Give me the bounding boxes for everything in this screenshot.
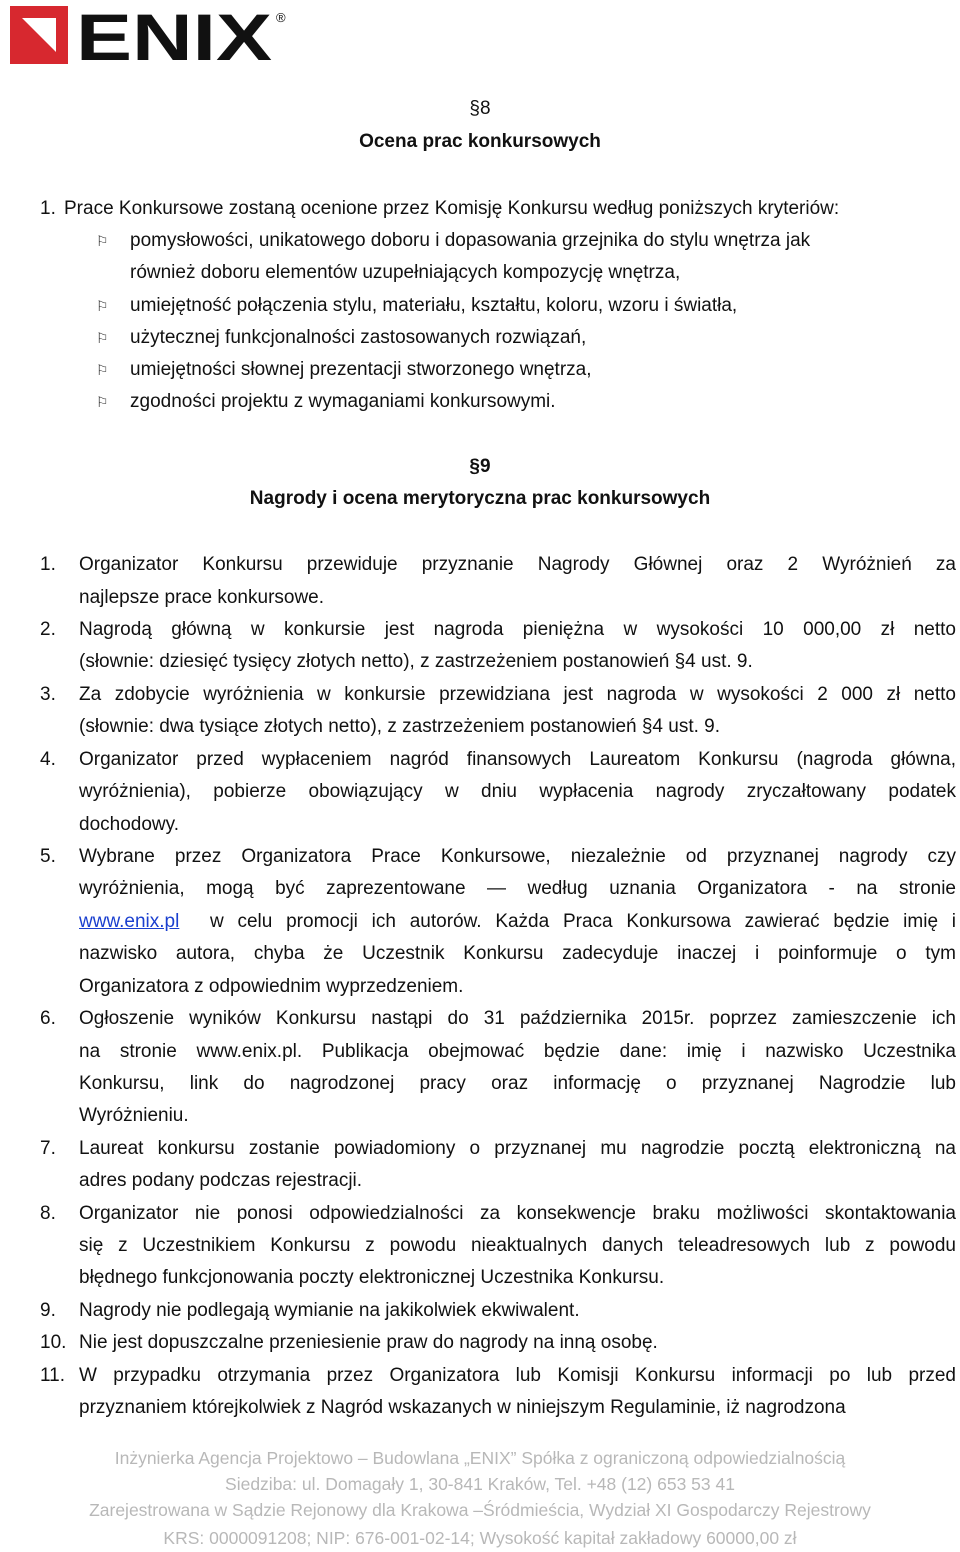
section-8-title: Ocena prac konkursowych bbox=[359, 131, 601, 152]
section-8-number: §8 bbox=[469, 98, 491, 119]
item-6-number: 6. bbox=[40, 1008, 56, 1029]
item-4-number: 4. bbox=[40, 749, 56, 770]
criterion-3: użytecznej funkcjonalności zastosowanych rozwiązań, bbox=[130, 327, 587, 348]
criterion-1-line-2: również doboru elementów uzupełniających kompozycję wnętrza, bbox=[130, 262, 681, 283]
item-1-line-2: najlepsze prace konkursowe. bbox=[79, 587, 325, 608]
item-5-number: 5. bbox=[40, 846, 56, 867]
item-2-line-2: (słownie: dziesięć tysięcy złotych netto), z zastrzeżeniem postanowień §4 ust. 9. bbox=[79, 651, 753, 672]
item-2-line-1: Nagrodą główną w konkursie jest nagroda pieniężna w wysokości 10 000,00 zł netto bbox=[79, 619, 956, 640]
item-10-line-1: Nie jest dopuszczalne przeniesienie praw do nagrody na inną osobę. bbox=[79, 1332, 658, 1353]
item-4-line-1: Organizator przed wypłaceniem nagród finansowych Laureatom Konkursu (nagroda główna, bbox=[79, 749, 956, 770]
bullet-icon: ⚐ bbox=[96, 298, 109, 314]
footer-registry: Zarejestrowana w Sądzie Rejonowy dla Krakowa –Śródmieścia, Wydział XI Gospodarczy Rejestrowy bbox=[89, 1500, 871, 1520]
logo-registered: ® bbox=[276, 10, 286, 25]
footer-address: Siedziba: ul. Domagały 1, 30-841 Kraków, Tel. +48 (12) 653 53 41 bbox=[225, 1474, 735, 1494]
item-5-line-2: wyróżnienia, mogą być zaprezentowane — według uznania Organizatora - na stronie bbox=[79, 878, 956, 899]
item-8-line-1: Organizator nie ponosi odpowiedzialności za konsekwencje braku możliwości skontaktowania bbox=[79, 1203, 956, 1224]
item-5-line-5: Organizatora z odpowiednim wyprzedzeniem. bbox=[79, 976, 464, 997]
item-4-line-3: dochodowy. bbox=[79, 814, 179, 835]
item-3-number: 3. bbox=[40, 684, 56, 705]
item-5-line-1: Wybrane przez Organizatora Prace Konkursowe, niezależnie od przyznanej nagrody czy bbox=[79, 846, 956, 867]
item-9-number: 9. bbox=[40, 1300, 56, 1321]
item-6-line-2: na stronie www.enix.pl. Publikacja obejmować będzie dane: imię i nazwisko Uczestnika bbox=[79, 1041, 956, 1062]
item-7-line-2: adres podany podczas rejestracji. bbox=[79, 1170, 363, 1191]
item-6-line-3: Konkursu, link do nagrodzonej pracy oraz informację o przyznanej Nagrodzie lub bbox=[79, 1073, 956, 1094]
criterion-5: zgodności projektu z wymaganiami konkursowymi. bbox=[130, 391, 556, 412]
criterion-2: umiejętność połączenia stylu, materiału, kształtu, koloru, wzoru i światła, bbox=[130, 295, 738, 316]
item-6-line-1: Ogłoszenie wyników Konkursu nastąpi do 31 października 2015r. poprzez zamieszczenie ich bbox=[79, 1008, 956, 1029]
item-1-number: 1. bbox=[40, 554, 56, 575]
logo-wordmark: ENIX bbox=[76, 4, 272, 66]
bullet-icon: ⚐ bbox=[96, 233, 109, 249]
item-5-line-3 bbox=[79, 910, 179, 934]
bullet-icon: ⚐ bbox=[96, 330, 109, 346]
item-8-number: 8. bbox=[40, 1203, 56, 1224]
s8-item-1-text: Prace Konkursowe zostaną ocenione przez Komisję Konkursu według poniższych kryteriów: bbox=[64, 198, 840, 219]
item-11-line-2: przyznaniem którejkolwiek z Nagród wskazanych w niniejszym Regulaminie, iż nagrodzona bbox=[79, 1397, 846, 1418]
item-9-line-1: Nagrody nie podlegają wymianie na jakikolwiek ekwiwalent. bbox=[79, 1300, 580, 1321]
item-4-line-2: wyróżnienia), pobierze obowiązujący w dniu wypłacenia nagrody zryczałtowany podatek bbox=[79, 781, 956, 802]
section-9-number: §9 bbox=[469, 456, 491, 477]
enix-website-link[interactable]: www.enix.pl bbox=[79, 911, 180, 932]
item-2-number: 2. bbox=[40, 619, 56, 640]
footer-company: Inżynierka Agencja Projektowo – Budowlana „ENIX” Spółka z ograniczoną odpowiedzialnością bbox=[114, 1448, 846, 1468]
enix-logo bbox=[10, 4, 290, 66]
item-7-number: 7. bbox=[40, 1138, 56, 1159]
item-6-line-4: Wyróżnieniu. bbox=[79, 1105, 189, 1126]
item-5-line-4: nazwisko autora, chyba że Uczestnik Konkursu zadecyduje inaczej i poinformuje o tym bbox=[79, 943, 956, 964]
criterion-4: umiejętności słownej prezentacji stworzonego wnętrza, bbox=[130, 359, 592, 380]
item-11-number: 11. bbox=[40, 1365, 66, 1386]
item-3-line-1: Za zdobycie wyróżnienia w konkursie przewidziana jest nagroda w wysokości 2 000 zł netto bbox=[79, 684, 956, 705]
bullet-icon: ⚐ bbox=[96, 362, 109, 378]
section-9-title: Nagrody i ocena merytoryczna prac konkursowych bbox=[249, 488, 711, 509]
s8-item-1-number: 1. bbox=[40, 198, 56, 219]
item-11-line-1: W przypadku otrzymania przez Organizatora lub Komisji Konkursu informacji po lub przed bbox=[79, 1365, 956, 1386]
item-8-line-3: błędnego funkcjonowania poczty elektronicznej Uczestnika Konkursu. bbox=[79, 1267, 665, 1288]
item-10-number: 10. bbox=[40, 1332, 67, 1353]
item-8-line-2: się z Uczestnikiem Konkursu z powodu nieaktualnych danych teleadresowych lub z powodu bbox=[79, 1235, 956, 1256]
criterion-1-line-1: pomysłowości, unikatowego doboru i dopasowania grzejnika do stylu wnętrza jak bbox=[130, 230, 811, 251]
item-7-line-1: Laureat konkursu zostanie powiadomiony o przyznanej mu nagrodzie pocztą elektroniczną na bbox=[79, 1138, 956, 1159]
bullet-icon: ⚐ bbox=[96, 394, 109, 410]
item-5-line-3-rest: w celu promocji ich autorów. Każda Praca Konkursowa zawierać będzie imię i bbox=[210, 911, 956, 932]
item-1-line-1: Organizator Konkursu przewiduje przyznanie Nagrody Głównej oraz 2 Wyróżnień za bbox=[79, 554, 956, 575]
item-3-line-2: (słownie: dwa tysiące złotych netto), z zastrzeżeniem postanowień §4 ust. 9. bbox=[79, 716, 721, 737]
footer-krs: KRS: 0000091208; NIP: 676-001-02-14; Wysokość kapitał zakładowy 60000,00 zł bbox=[163, 1528, 797, 1548]
